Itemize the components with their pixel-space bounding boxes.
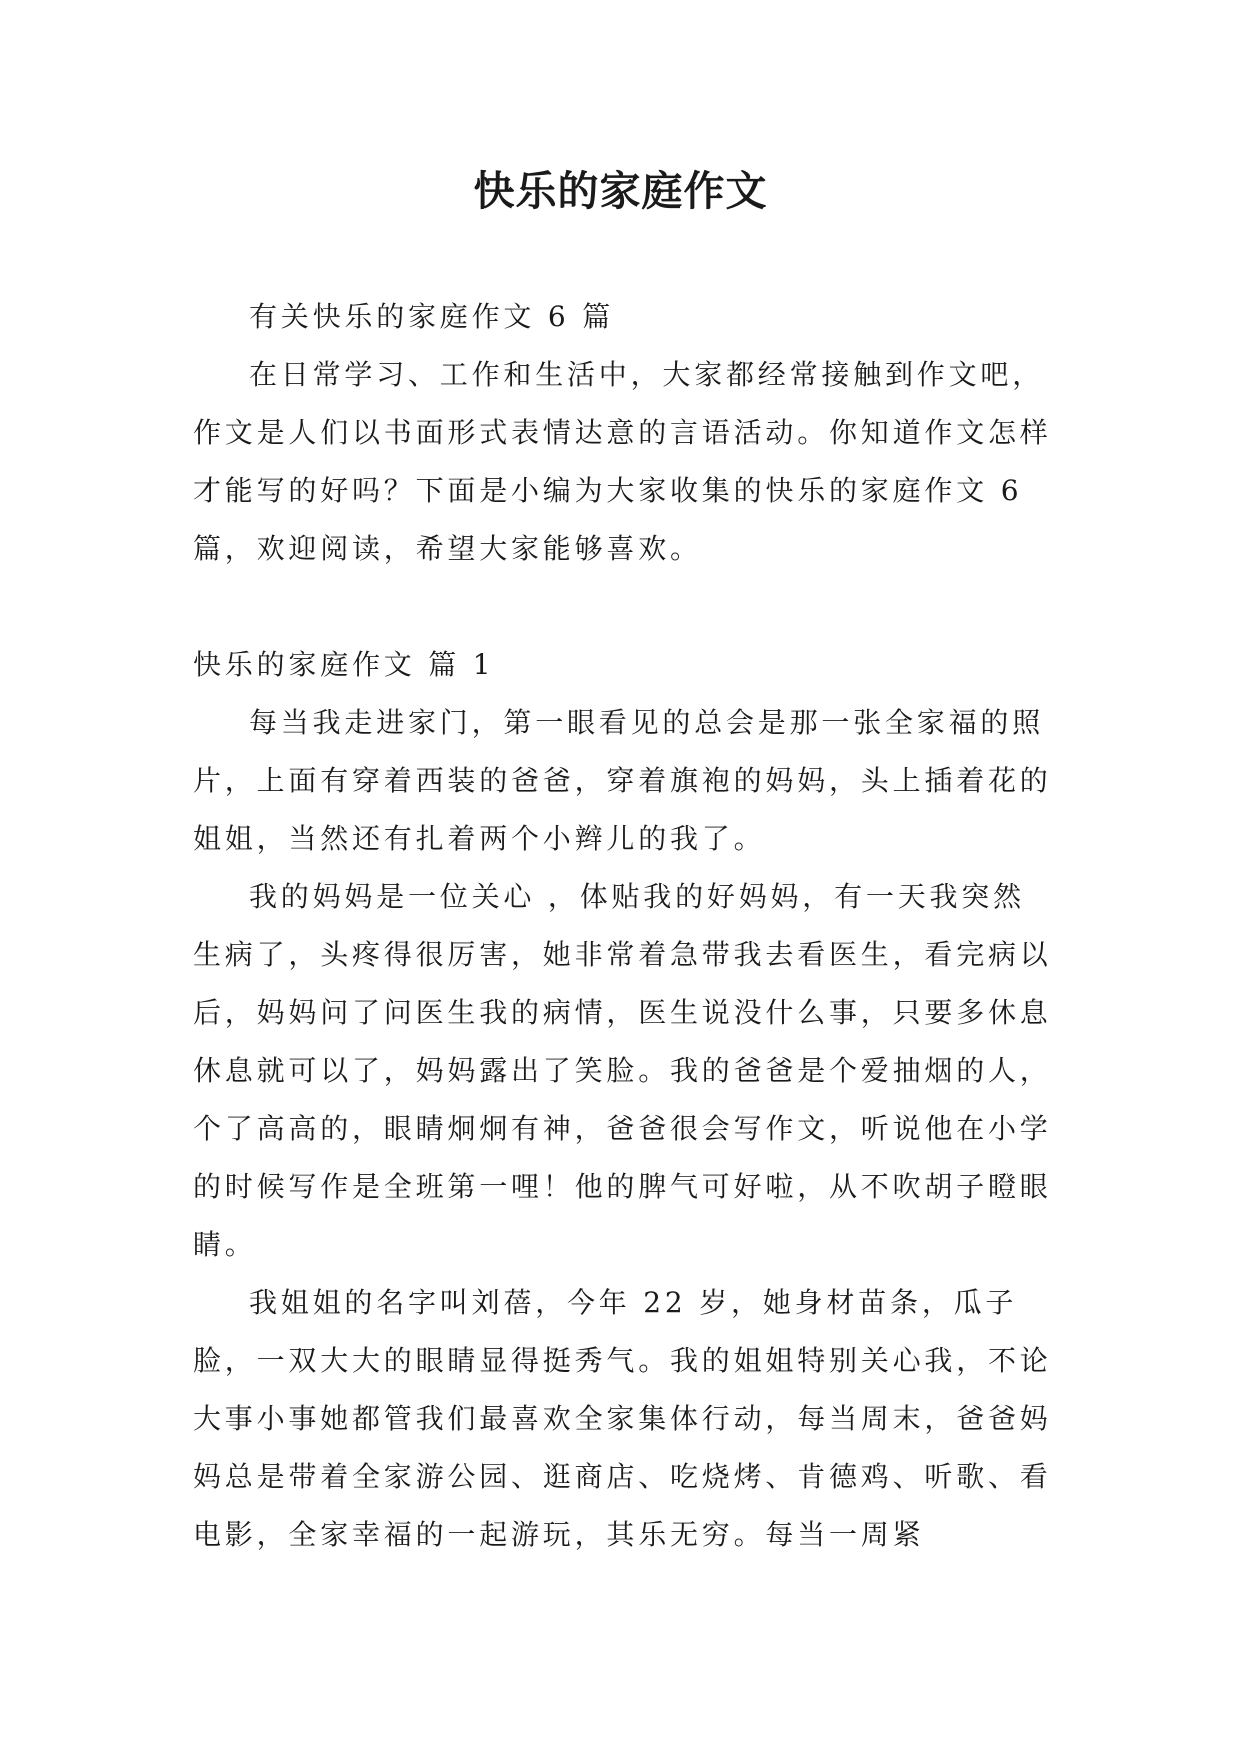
- document-title: 快乐的家庭作文: [473, 167, 768, 215]
- section-spacer: [193, 578, 1055, 636]
- intro-paragraph: 在日常学习、工作和生活中，大家都经常接触到作文吧，作文是人们以书面形式表情达意的言语活动。你知道作文怎样才能写的好吗？下面是小编为大家收集的快乐的家庭作文 6 篇，欢迎阅读，希望大家能够喜欢。: [193, 358, 1052, 565]
- section-heading: 快乐的家庭作文 篇 1: [193, 648, 495, 681]
- body-paragraph: 我的妈妈是一位关心 ，体贴我的好妈妈，有一天我突然生病了，头疼得很厉害，她非常着急带我去看医生，看完病以后，妈妈问了问医生我的病情，医生说没什么事，只要多休息休息就可以了，妈妈露出了笑脸。我的爸爸是个爱抽烟的人，个了高高的，眼睛炯炯有神，爸爸很会写作文，听说他在小学的时候写作是全班第一哩！他的脾气可好啦，从不吹胡子瞪眼睛。: [193, 880, 1052, 1261]
- body-paragraph: 每当我走进家门，第一眼看见的总会是那一张全家福的照片，上面有穿着西装的爸爸，穿着旗袍的妈妈，头上插着花的姐姐，当然还有扎着两个小辫儿的我了。: [193, 706, 1052, 855]
- body-paragraph: 我姐姐的名字叫刘蓓，今年 22 岁，她身材苗条，瓜子脸，一双大大的眼睛显得挺秀气。我的姐姐特别关心我，不论大事小事她都管我们最喜欢全家集体行动，每当周末，爸爸妈妈总是带着全家游公园、逛商店、吃烧烤、肯德鸡、听歌、看电影，全家幸福的一起游玩，其乐无穷。每当一周紧: [193, 1286, 1052, 1551]
- document-body: [193, 288, 1055, 1564]
- document-subtitle: 有关快乐的家庭作文 6 篇: [249, 300, 615, 333]
